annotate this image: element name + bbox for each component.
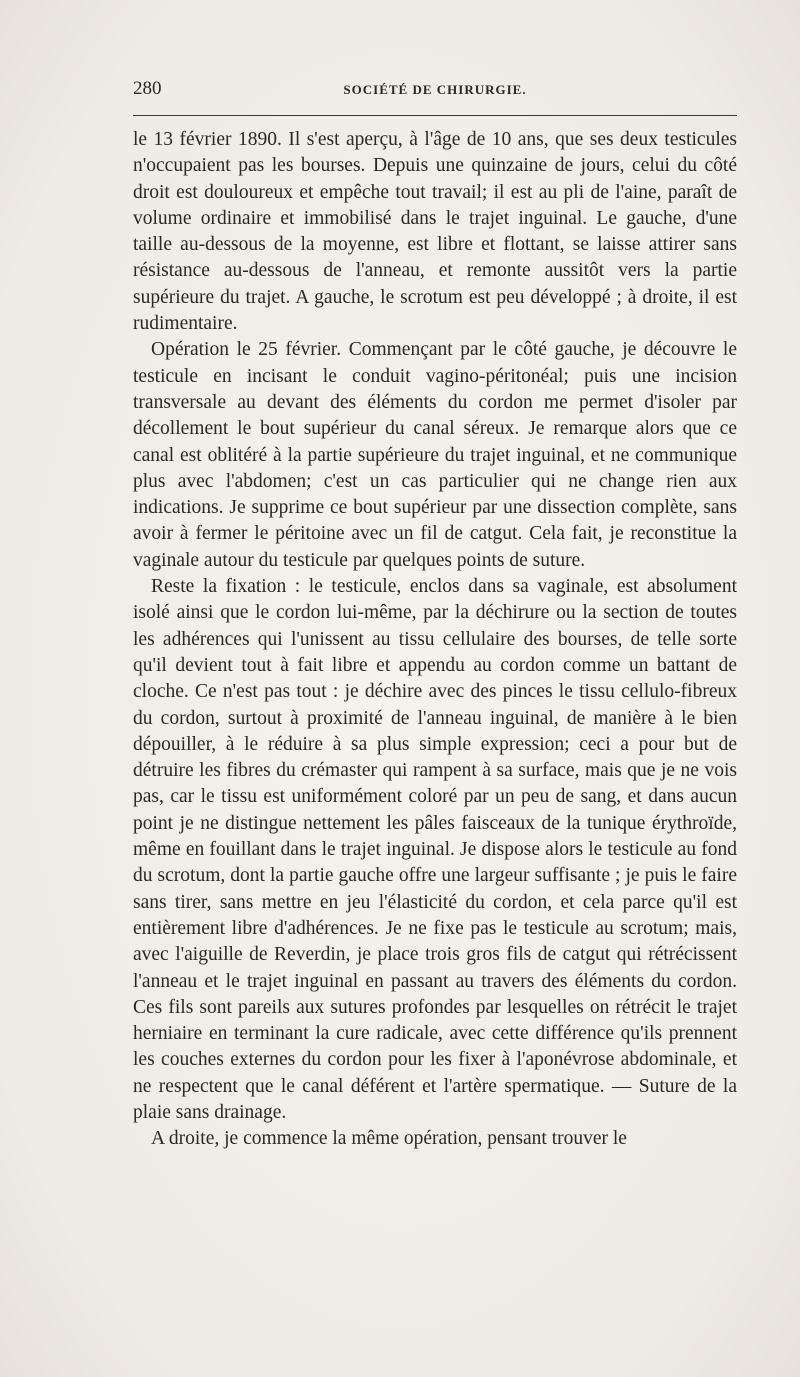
body-text (133, 127, 737, 1153)
paragraph: le 13 février 1890. Il s'est aperçu, à l'âge de 10 ans, que ses deux testicules n'occupaient pas les bourses. Depuis une quinzaine de jours, celui du côté droit est douloureux et empêche tout travail; il est au pli de l'aine, paraît de volume ordinaire et immobilisé dans le trajet inguinal. Le gauche, d'une taille au-dessous de la moyenne, est libre et flottant, se laisse attirer sans résistance au-dessous de l'anneau, et remonte aussitôt vers la partie supérieure du trajet. A gauche, le scrotum est peu développé ; à droite, il est rudimentaire. (133, 129, 737, 335)
page-header (133, 78, 737, 102)
running-title: SOCIÉTÉ DE CHIRURGIE. (343, 82, 527, 97)
header-rule (133, 115, 737, 116)
paragraph: Opération le 25 février. Commençant par le côté gauche, je découvre le testicule en incisant le conduit vagino-péritonéal; puis une incision transversale au devant des éléments du cordon me permet d'isoler par décollement le bout supérieur du canal séreux. Je remarque alors que ce canal est oblitéré à la partie supérieure du trajet inguinal, et ne communique plus avec l'abdomen; c'est un cas particulier qui ne change rien aux indications. Je supprime ce bout supérieur par une dissection complète, sans avoir à fermer le péritoine avec un fil de catgut. Cela fait, je reconstitue la vaginale autour du testicule par quelques points de suture. (133, 339, 737, 571)
page-number: 280 (133, 78, 162, 99)
paragraph: Reste la fixation : le testicule, enclos dans sa vaginale, est absolument isolé ainsi que le cordon lui-même, par la déchirure ou la section de toutes les adhérences qui l'unissent au tissu cellulaire des bourses, de telle sorte qu'il devient tout à fait libre et appendu au cordon comme un battant de cloche. Ce n'est pas tout : je déchire avec des pinces le tissu cellulo-fibreux du cordon, surtout à proximité de l'anneau inguinal, de manière à le bien dépouiller, à le réduire à sa plus simple expression; ceci a pour but de détruire les fibres du crémaster qui rampent à sa surface, mais que je ne vois pas, car le tissu est uniformément coloré par un peu de sang, et dans aucun point je ne distingue nettement les pâles faisceaux de la tunique érythroïde, même en fouillant dans le trajet inguinal. Je dispose alors le testicule au fond du scrotum, dont la partie gauche offre une largeur suffisante ; je puis le faire sans tirer, sans mettre en jeu l'élasticité du cordon, et cela parce qu'il est entièrement libre d'adhérences. Je ne fixe pas le testicule au scrotum; mais, avec l'aiguille de Reverdin, je place trois gros fils de catgut qui rétrécissent l'anneau et le trajet inguinal en passant au travers des éléments du cordon. Ces fils sont pareils aux sutures profondes par lesquelles on rétrécit le trajet herniaire en terminant la cure radicale, avec cette différence qu'ils prennent les couches externes du cordon pour les fixer à l'aponévrose abdominale, et ne respectent que le canal déférent et l'artère spermatique. — Suture de la plaie sans drainage. (133, 576, 737, 1123)
paragraph: A droite, je commence la même opération, pensant trouver le (151, 1128, 627, 1150)
